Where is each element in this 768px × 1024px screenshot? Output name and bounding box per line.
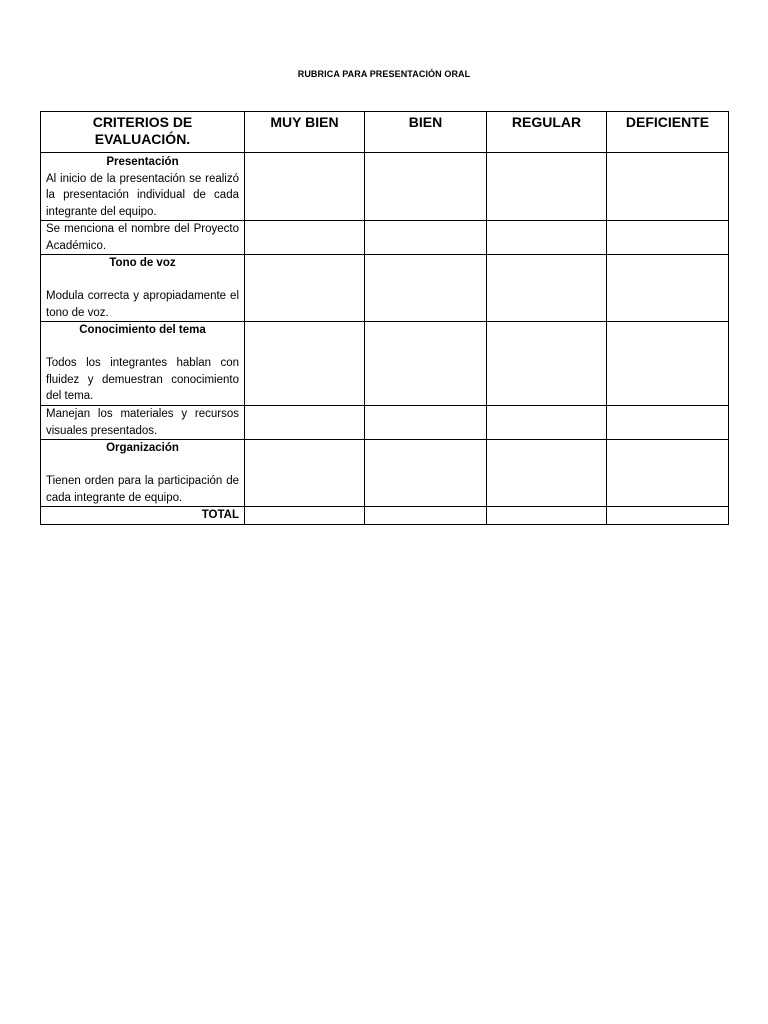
score-cell-bien[interactable] [365, 406, 487, 440]
score-cell-bien[interactable] [365, 322, 487, 406]
criterion-cell [41, 153, 245, 221]
score-cell-regular[interactable] [487, 406, 607, 440]
document-title: RUBRICA PARA PRESENTACIÓN ORAL [297, 69, 471, 79]
table-row [41, 255, 729, 322]
criterion-cell [41, 322, 245, 406]
score-cell-muy-bien[interactable] [245, 153, 365, 221]
score-cell-deficiente[interactable] [607, 322, 729, 406]
criterion-text: Se menciona el nombre del Proyecto Académico. [46, 223, 239, 252]
total-cell-regular[interactable] [487, 507, 607, 525]
criterion-cell [41, 221, 245, 255]
score-cell-bien[interactable] [365, 221, 487, 255]
score-cell-bien[interactable] [365, 153, 487, 221]
criterion-heading: Presentación [106, 156, 179, 168]
criterion-text: Modula correcta y apropiadamente el tono de voz. [46, 290, 239, 319]
score-cell-deficiente[interactable] [607, 221, 729, 255]
table-row [41, 322, 729, 406]
criterion-text: Tienen orden para la participación de cada integrante de equipo. [46, 475, 239, 504]
criterion-heading: Conocimiento del tema [79, 324, 206, 336]
total-label: TOTAL [41, 507, 245, 525]
score-cell-regular[interactable] [487, 255, 607, 322]
score-cell-deficiente[interactable] [607, 406, 729, 440]
header-bien: BIEN [365, 112, 487, 153]
score-cell-deficiente[interactable] [607, 440, 729, 507]
table-row [41, 221, 729, 255]
criterion-heading: Organización [106, 442, 179, 454]
header-muy-bien: MUY BIEN [245, 112, 365, 153]
score-cell-deficiente[interactable] [607, 153, 729, 221]
criterion-cell [41, 440, 245, 507]
criterion-cell [41, 255, 245, 322]
rubric-table [40, 111, 729, 525]
total-cell-bien[interactable] [365, 507, 487, 525]
total-row [41, 507, 729, 525]
header-regular: REGULAR [487, 112, 607, 153]
criterion-heading: Tono de voz [109, 257, 176, 269]
table-row [41, 406, 729, 440]
criterion-cell [41, 406, 245, 440]
score-cell-muy-bien[interactable] [245, 440, 365, 507]
criterion-text: Al inicio de la presentación se realizó la presentación individual de cada integrante del equipo. [46, 172, 239, 218]
criterion-text: Todos los integrantes hablan con fluidez y demuestran conocimiento del tema. [46, 357, 239, 402]
score-cell-muy-bien[interactable] [245, 406, 365, 440]
score-cell-regular[interactable] [487, 221, 607, 255]
score-cell-bien[interactable] [365, 440, 487, 507]
header-deficiente: DEFICIENTE [607, 112, 729, 153]
score-cell-muy-bien[interactable] [245, 255, 365, 322]
score-cell-regular[interactable] [487, 440, 607, 507]
table-row [41, 440, 729, 507]
header-criteria: CRITERIOS DE EVALUACIÓN. [41, 112, 245, 153]
score-cell-muy-bien[interactable] [245, 322, 365, 406]
score-cell-muy-bien[interactable] [245, 221, 365, 255]
table-row [41, 153, 729, 221]
total-cell-deficiente[interactable] [607, 507, 729, 525]
score-cell-regular[interactable] [487, 322, 607, 406]
total-cell-muy-bien[interactable] [245, 507, 365, 525]
header-row [41, 112, 729, 153]
criterion-text: Manejan los materiales y recursos visuales presentados. [46, 408, 239, 437]
score-cell-deficiente[interactable] [607, 255, 729, 322]
score-cell-regular[interactable] [487, 153, 607, 221]
score-cell-bien[interactable] [365, 255, 487, 322]
